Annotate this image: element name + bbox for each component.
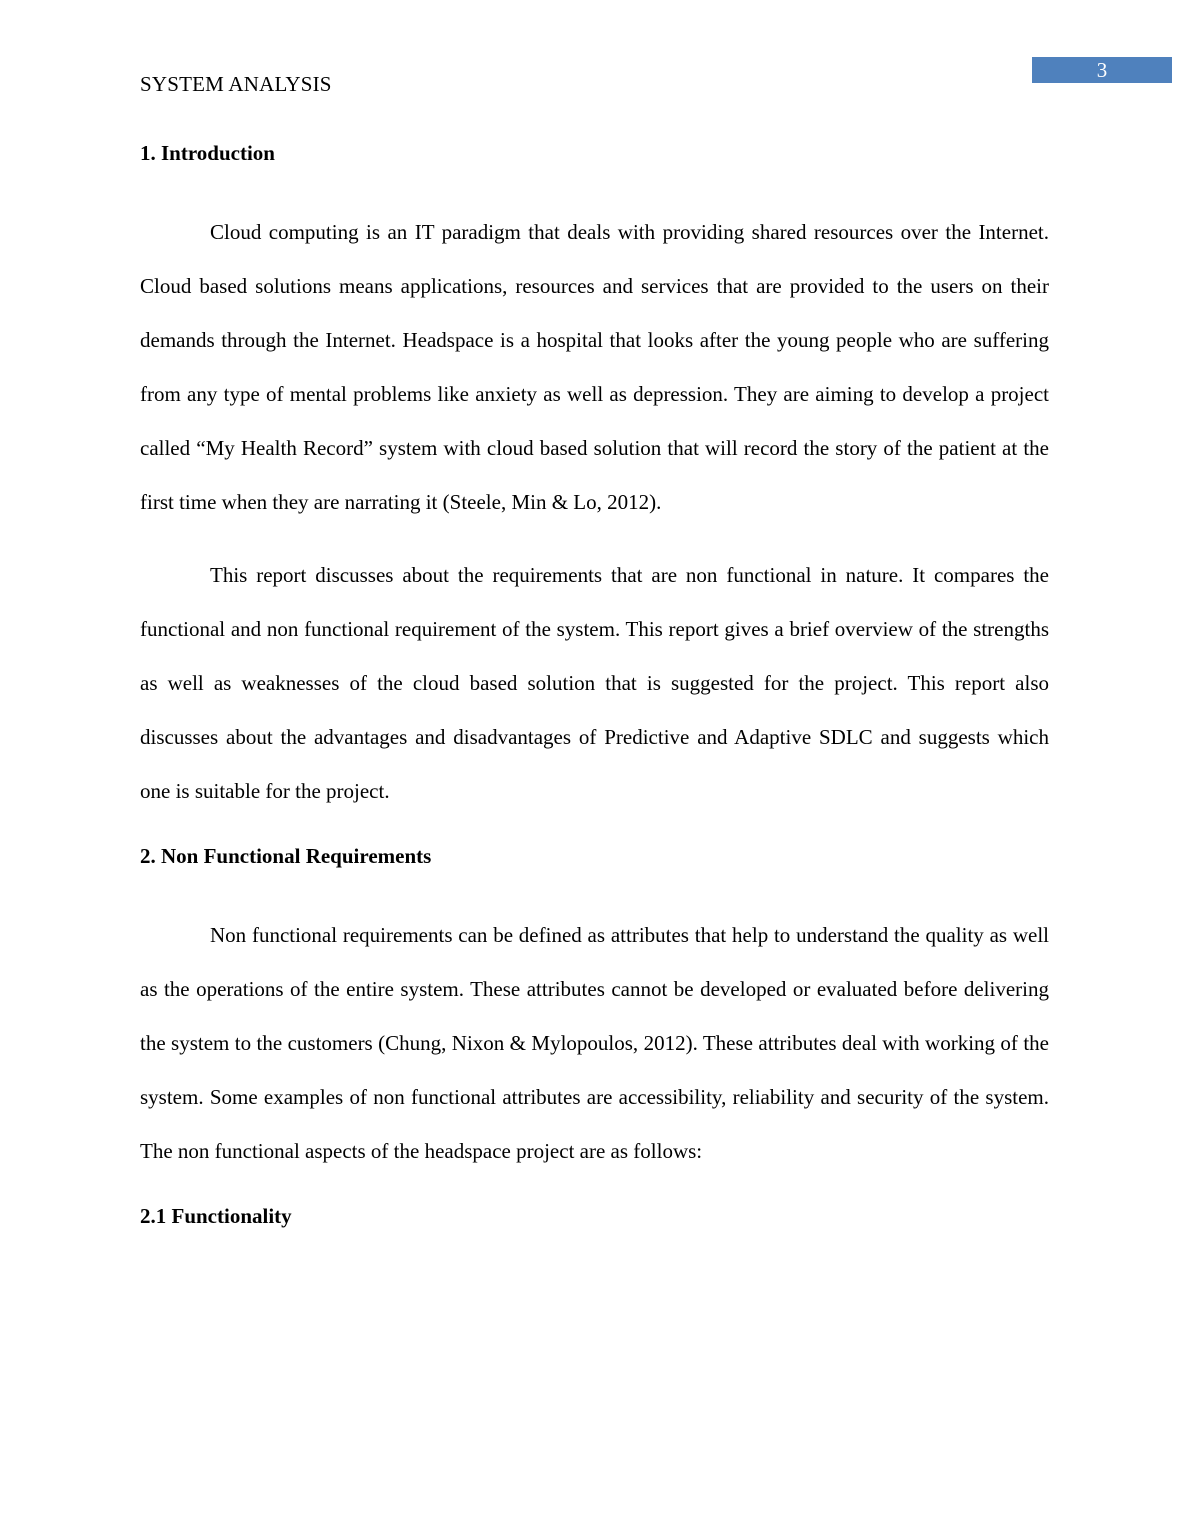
- running-head: SYSTEM ANALYSIS: [140, 72, 332, 96]
- heading-introduction: 1. Introduction: [140, 141, 275, 165]
- document-body: [140, 136, 1049, 1233]
- paragraph-introduction-2: This report discusses about the requirements that are non functional in nature. It compares the functional and non functional requirement of the system. This report gives a brief overview of the strengths as well as weaknesses of the cloud based solution that is suggested for the project. This report also discusses about the advantages and disadvantages of Predictive and Adaptive SDLC and suggests which one is suitable for the project.: [140, 563, 1049, 804]
- heading-non-functional-requirements: 2. Non Functional Requirements: [140, 843, 432, 868]
- heading-functionality: 2.1 Functionality: [140, 1203, 292, 1228]
- page-number-badge: [1032, 57, 1172, 83]
- paragraph-non-functional-1: Non functional requirements can be defined as attributes that help to understand the quality as well as the operations of the entire system. These attributes cannot be developed or evaluated before delivering the system to the customers (Chung, Nixon & Mylopoulos, 2012). These attributes deal with working of the system. Some examples of non functional attributes are accessibility, reliability and security of the system. The non functional aspects of the headspace project are as follows:: [140, 922, 1049, 1163]
- paragraph-introduction-1: Cloud computing is an IT paradigm that deals with providing shared resources over the Internet. Cloud based solutions means applications, resources and services that are provided to the users on their demands through the Internet. Headspace is a hospital that looks after the young people who are suffering from any type of mental problems like anxiety as well as depression. They are aiming to develop a project called “My Health Record” system with cloud based solution that will record the story of the patient at the first time when they are narrating it (Steele, Min & Lo, 2012).: [140, 220, 1049, 514]
- page-number: 3: [1096, 58, 1108, 82]
